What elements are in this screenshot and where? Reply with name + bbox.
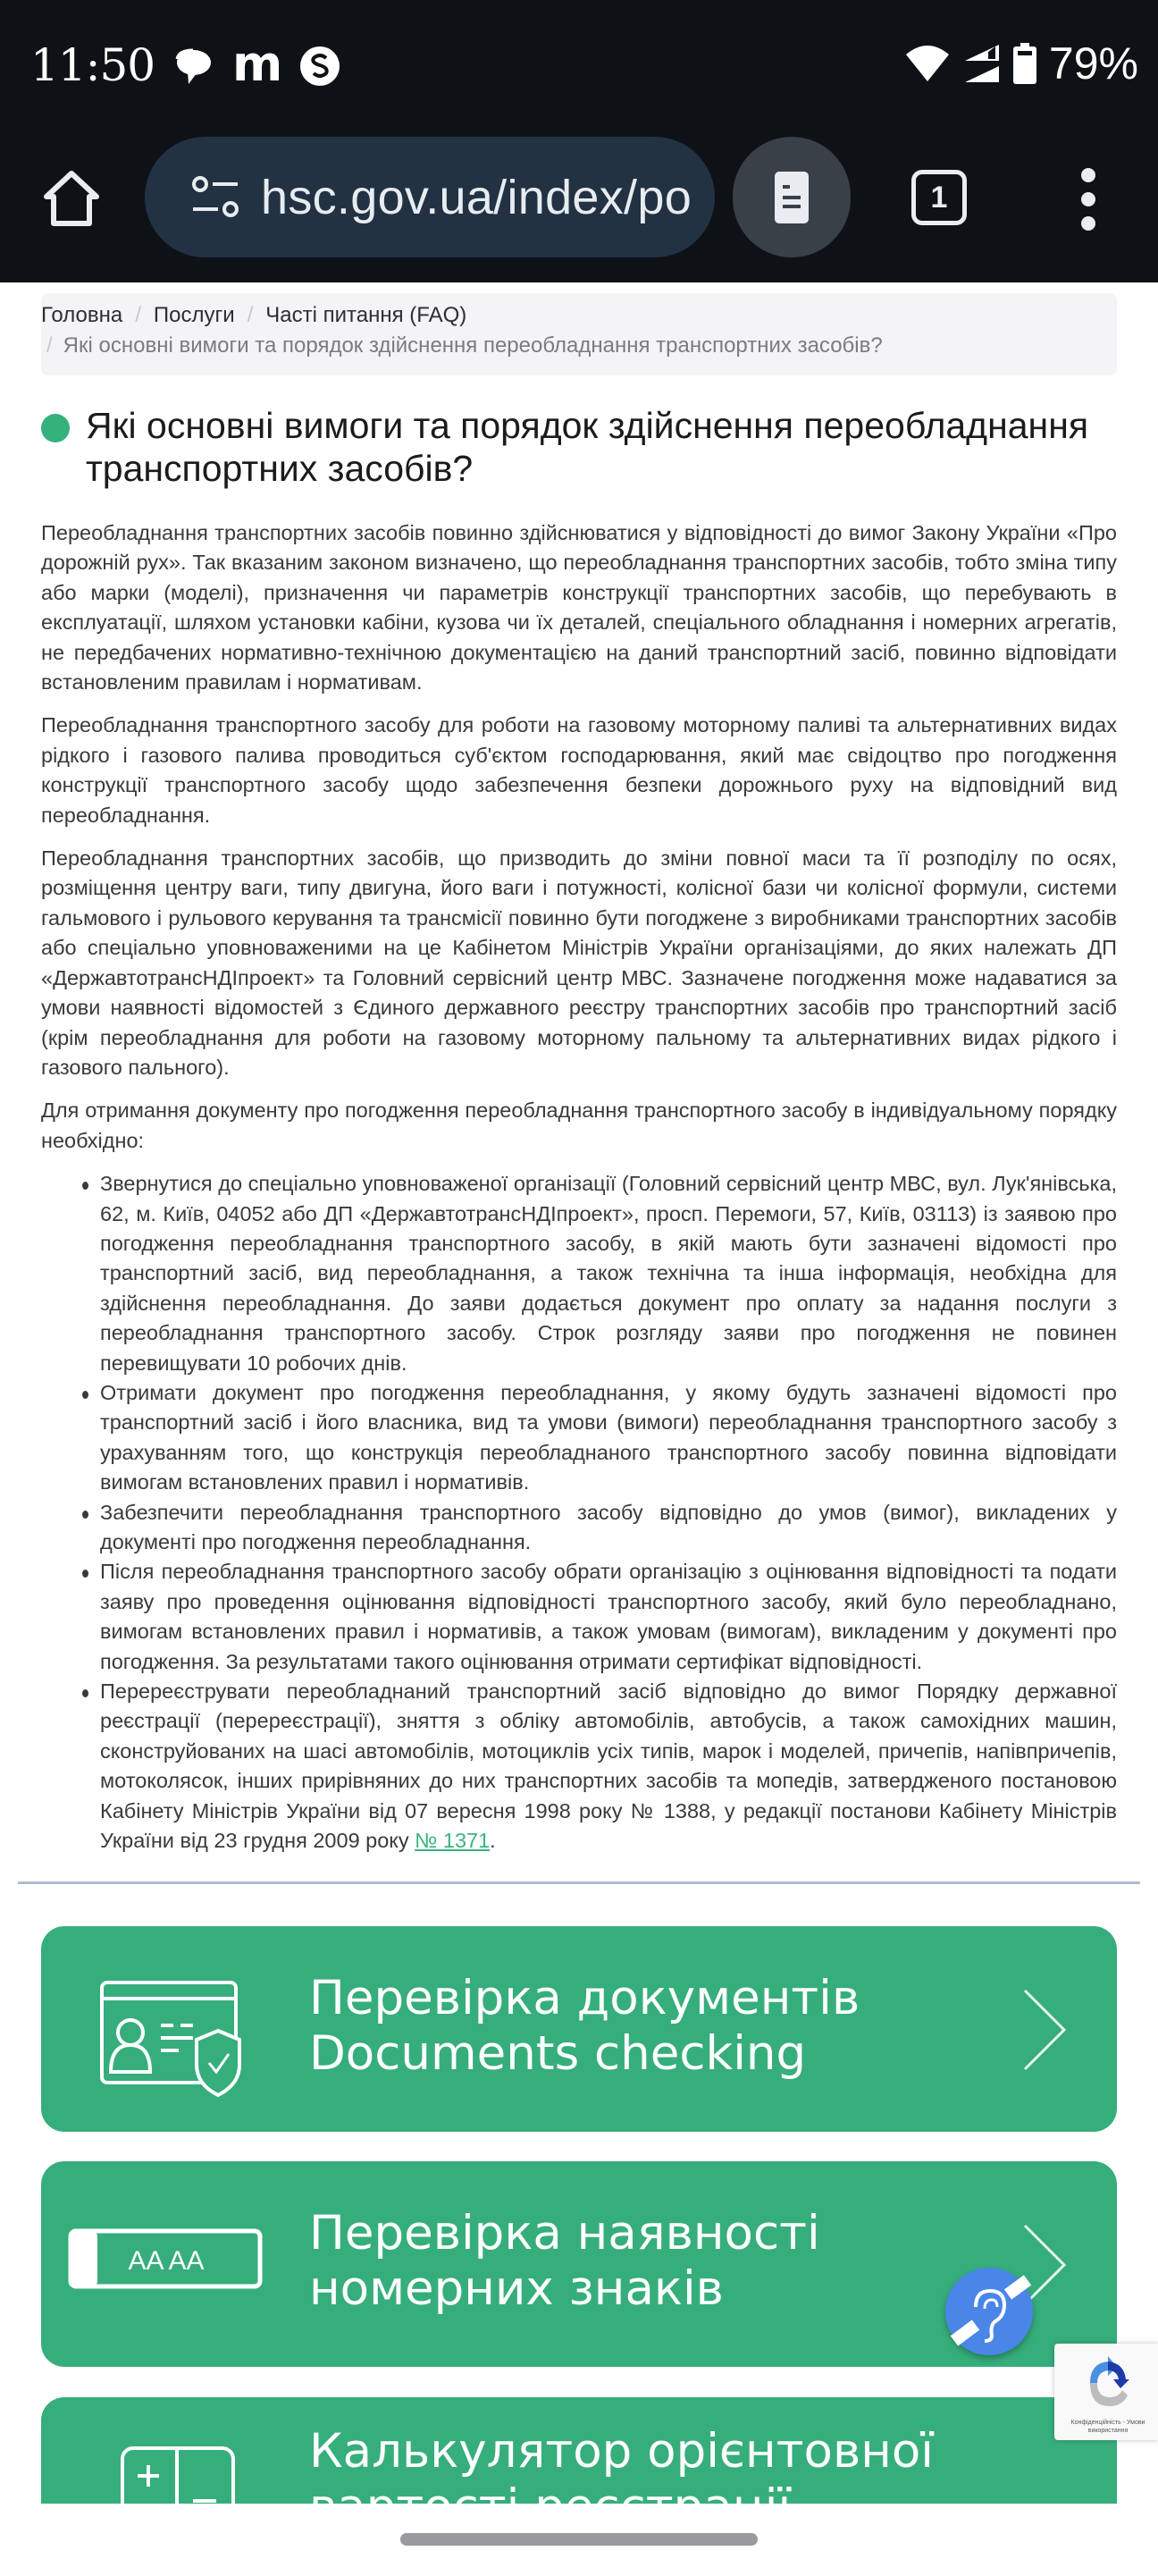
recaptcha-privacy-terms[interactable]: Конфіденційність - Умови використання [1070, 2420, 1145, 2434]
card-title-line: Калькулятор орієнтовної [309, 2424, 935, 2479]
article-paragraph: Переобладнання транспортних засобів повинно здійснюватися у відповідності до вимог Закону України «Про дорожній рух». Так вказаним законом визначено, що переобладнання транспортних засобів, тобто зміна типу або марки (моделі), призначення чи параметрів конструкції транспортних засобів, що перебувають в експлуатації, шляхом установки кабіни, кузова чи їх деталей, спеціального обладнання і номерних агрегатів, не передбачених нормативно-технічною документацією на даний транспортний засіб, повинно відповідати встановленим правилам і нормативам. [41, 521, 1117, 695]
address-bar[interactable] [145, 137, 715, 257]
card-title [309, 1971, 860, 2082]
article-paragraph: Переобладнання транспортного засобу для роботи на газовому моторному паливі та альтернативних видах рідкого і газового палива проводиться суб'єктом господарювання, який має свідоцтво про погодження конструкції транспортного засобу щодо забезпечення безпеки дорожнього руху на відповідний вид переобладнання. [41, 713, 1117, 827]
breadcrumb-current: Які основні вимоги та порядок здійснення переобладнання транспортних засобів? [63, 333, 883, 358]
breadcrumb-services[interactable]: Послуги [153, 303, 235, 327]
plate-text: AA AA [128, 2246, 205, 2276]
wifi-icon [904, 44, 951, 83]
card-title-line: Перевірка документів [309, 1971, 860, 2025]
reader-mode-icon [772, 169, 811, 226]
menu-dot-icon [1081, 168, 1095, 182]
license-plate-icon [68, 2228, 264, 2291]
list-item [100, 1677, 1117, 1856]
breadcrumb-home[interactable]: Головна [41, 303, 123, 327]
list-item-suffix: . [490, 1829, 496, 1853]
article-paragraph: Переобладнання транспортних засобів, що призводить до зміни повної маси та її розподілу по осях, розміщення центру ваги, типу двигуна, його ваги і потужності, колісної бази чи колісної формули, системи гальмового і рульового керування та трансмісії повинно бути погоджене з виробниками транспортних засобів або спеціально уповноваженими на це Кабінетом Міністрів України організаціями, до яких належать ДП «ДержавтотрансНДІпроект» та Головний сервісний центр МВС. Зазначене погодження може надаватися за умови наявності відомостей з Єдиного державного реєстру транспортних засобів про транспортний засіб (крім переобладнання для роботи на газовому моторному пальному та альтернативних видах рідкого і газового пального). [41, 846, 1117, 1079]
browser-chrome [0, 0, 1158, 282]
system-status [904, 38, 1138, 89]
requirements-list [100, 1169, 1117, 1856]
title-bullet-icon [41, 414, 70, 442]
article-paragraph: Для отримання документу про погодження переобладнання транспортного засобу в індивідуальному порядку необхідно: [41, 1099, 1117, 1152]
card-title-line: Documents checking [309, 2026, 807, 2081]
recaptcha-badge[interactable] [1054, 2344, 1158, 2440]
overflow-menu-button[interactable] [1070, 168, 1106, 231]
documents-checking-card[interactable] [41, 1926, 1117, 2132]
recaptcha-icon [1085, 2356, 1129, 2412]
card-title-line: Перевірка наявності [309, 2206, 820, 2260]
breadcrumb [41, 293, 1117, 375]
cell-signal-icon [963, 43, 1001, 84]
browser-toolbar [0, 134, 1158, 277]
breadcrumb-separator: / [135, 303, 141, 327]
gesture-navigation-bar[interactable] [400, 2533, 758, 2546]
list-item: Після переобладнання транспортного засобу обрати організацію з оцінювання відповідності та подати заяву про проведення оцінювання відповідності транспортного засобу, який було переобладнано, вимогам встановлених правил і нормативів, а також умовам (вимогам), викладеним у документі про погодження. За результатами такого оцінювання отримати сертифікат відповідності. [100, 1557, 1117, 1677]
resolution-1371-link[interactable]: № 1371 [415, 1829, 491, 1853]
menu-dot-icon [1081, 192, 1095, 206]
url-text[interactable]: hsc.gov.ua/index/po [261, 170, 692, 224]
web-page [0, 282, 1158, 2575]
accessibility-button[interactable] [945, 2268, 1033, 2355]
tab-count: 1 [930, 180, 948, 215]
chevron-right-icon [1021, 1987, 1068, 2073]
tab-switcher-button[interactable] [911, 170, 967, 225]
list-item: Отримати документ про погодження переобладнання, у якому будуть зазначені відомості про транспортний засіб і його власника, вид та умови (вимоги) переобладнання транспортного засобу з урахуванням того, що конструкція переобладнаного транспортного засобу повинна відповідати вимогам встановлених правил і нормативів. [100, 1378, 1117, 1498]
article-body [41, 518, 1117, 1856]
home-button[interactable] [41, 168, 102, 229]
list-item: Звернутися до спеціально уповноваженої організації (Головний сервісний центр МВС, вул. Лук'янівська, 62, м. Київ, 04052 або ДП «ДержавтотрансНДІпроект», просп. Перемоги, 57, Київ, 03113) із заявою про погодження переобладнання транспортного засобу, в якій мають бути зазначені відомості про транспортний засіб, вид переобладнання, а також технічна та інша інформація, необхідна для здійснення переобладнання. До заяви додається документ про оплату за надання послуги з переобладнання транспортного засобу. Строк розгляду заяви про погодження не повинен перевищувати 10 робочих днів. [100, 1169, 1117, 1378]
menu-dot-icon [1081, 216, 1095, 231]
battery-icon [1013, 43, 1036, 84]
status-time: 11:50 [30, 39, 155, 91]
site-settings-icon[interactable] [189, 172, 241, 223]
id-card-shield-icon [96, 1975, 257, 2100]
card-title [309, 2206, 820, 2317]
s-circle-app-icon [298, 45, 341, 88]
reader-mode-button[interactable] [733, 137, 851, 257]
calculator-icon [120, 2446, 236, 2508]
chat-bubbles-icon [170, 46, 214, 88]
page-title [41, 404, 1113, 490]
list-item-text: Перереєструвати переобладнаний транспортний засіб відповідно до вимог Порядку державної реєстрації (перереєстрації), зняття з обліку автомобілів, автобусів, а також самохідних машин, сконструйованих на шасі автомобілів, мотоциклів усіх типів, марок і моделей, причепів, напівпричепів, мотоколясок, інших прирівняних до них транспортних засобів та мопедів, затвердженого постановою Кабінету Міністрів України від 07 вересня 1998 року № 1388, у редакції постанови Кабінету Міністрів України від 23 грудня 2009 року [100, 1679, 1117, 1853]
breadcrumb-faq[interactable]: Часті питання (FAQ) [265, 303, 467, 327]
breadcrumb-separator: / [247, 303, 254, 327]
page-title-text: Які основні вимоги та порядок здійснення переобладнання транспортних засобів? [86, 405, 1089, 489]
list-item: Забезпечити переобладнання транспортного засобу відповідно до умов (вимог), викладених у документі про погодження переобладнання. [100, 1498, 1117, 1558]
breadcrumb-separator: / [46, 333, 53, 358]
card-title-line: номерних знаків [309, 2261, 724, 2316]
registration-cost-calculator-card[interactable] [41, 2397, 1117, 2504]
hearing-accessibility-icon [945, 2268, 1033, 2355]
battery-percent: 79% [1048, 38, 1138, 88]
status-bar [0, 0, 1158, 134]
m-app-icon: m [232, 36, 283, 92]
content-divider [18, 1881, 1140, 1884]
